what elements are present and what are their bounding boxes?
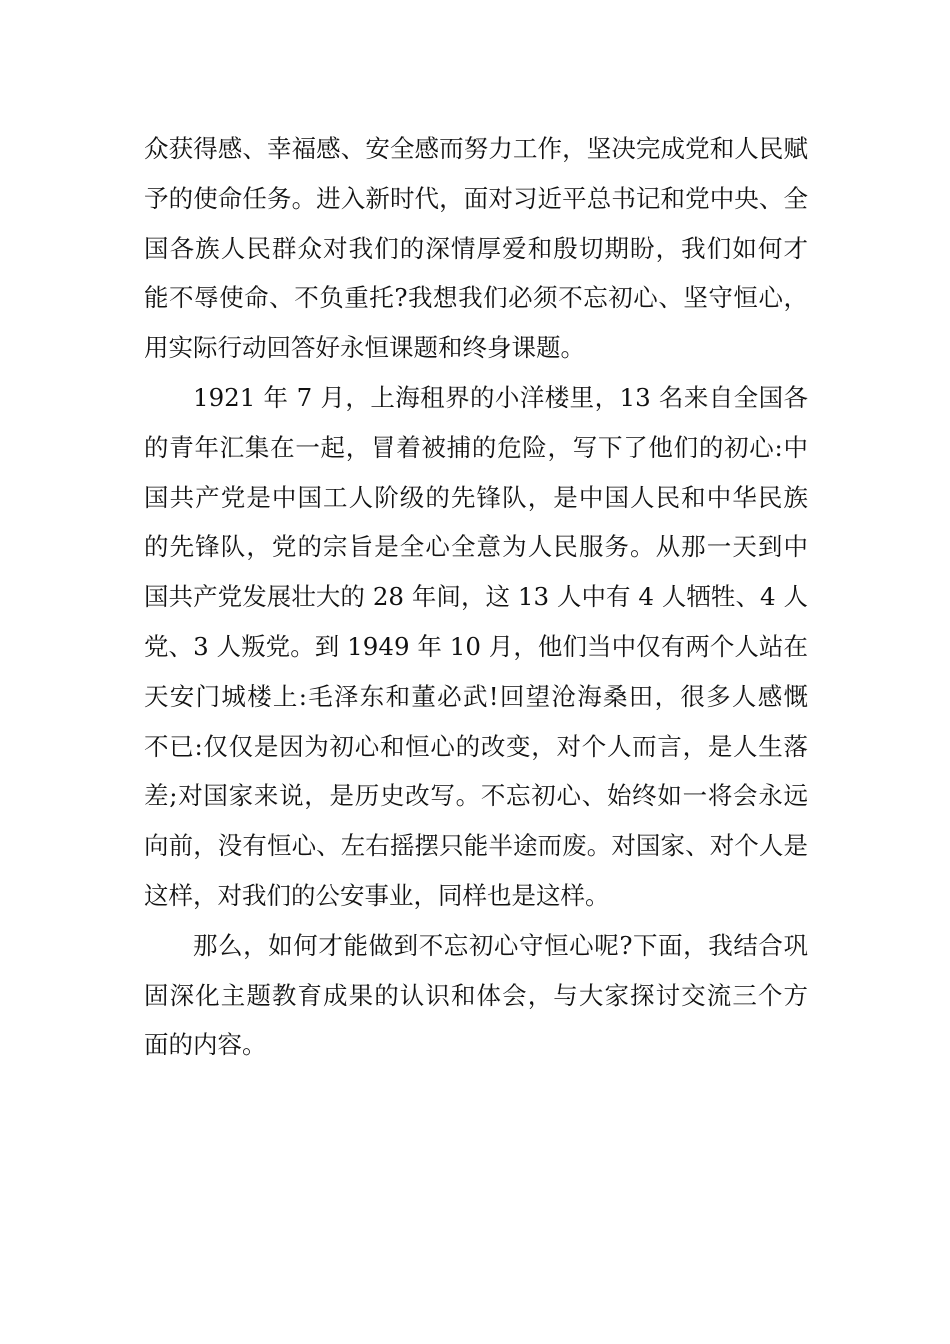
- text-line: 的青年汇集在一起，冒着被捕的危险，写下了他们的初心:中: [144, 432, 808, 462]
- text-line: 众获得感、幸福感、安全感而努力工作，坚决完成党和人民赋: [144, 134, 808, 163]
- text-line: 不已:仅仅是因为初心和恒心的改变，对个人而言，是人生落: [144, 731, 808, 761]
- text-line: 予的使命任务。进入新时代，面对习近平总书记和党中央、全: [144, 183, 808, 213]
- text-line: 固深化主题教育成果的认识和体会，与大家探讨交流三个方: [144, 980, 808, 1010]
- paragraph-first-line: 那么，如何才能做到不忘初心守恒心呢?下面，我结合巩: [193, 930, 808, 960]
- text-line: 国各族人民群众对我们的深情厚爱和殷切期盼，我们如何才: [144, 233, 808, 263]
- text-line: 的先锋队，党的宗旨是全心全意为人民服务。从那一天到中: [144, 532, 808, 562]
- text-line: 国共产党是中国工人阶级的先锋队，是中国人民和中华民族: [144, 482, 808, 512]
- text-line: 天安门城楼上:毛泽东和董必武!回望沧海桑田，很多人感慨: [144, 681, 808, 711]
- text-line: 能不辱使命、不负重托?我想我们必须不忘初心、坚守恒心，: [144, 283, 808, 313]
- paragraph-first-line: 1921 年 7 月，上海租界的小洋楼里，13 名来自全国各: [193, 382, 808, 412]
- text-line: 国共产党发展壮大的 28 年间，这 13 人中有 4 人牺牲、4 人: [144, 582, 808, 612]
- text-line: 差;对国家来说，是历史改写。不忘初心、始终如一将会永远: [144, 781, 808, 811]
- text-line: 用实际行动回答好永恒课题和终身课题。: [144, 333, 585, 363]
- text-line: 面的内容。: [144, 1030, 267, 1060]
- text-line: 这样，对我们的公安事业，同样也是这样。: [144, 880, 610, 910]
- text-line: 党、3 人叛党。到 1949 年 10 月，他们当中仅有两个人站在: [144, 631, 808, 661]
- body-text: [144, 124, 808, 1070]
- text-line: 向前，没有恒心、左右摇摆只能半途而废。对国家、对个人是: [144, 831, 808, 861]
